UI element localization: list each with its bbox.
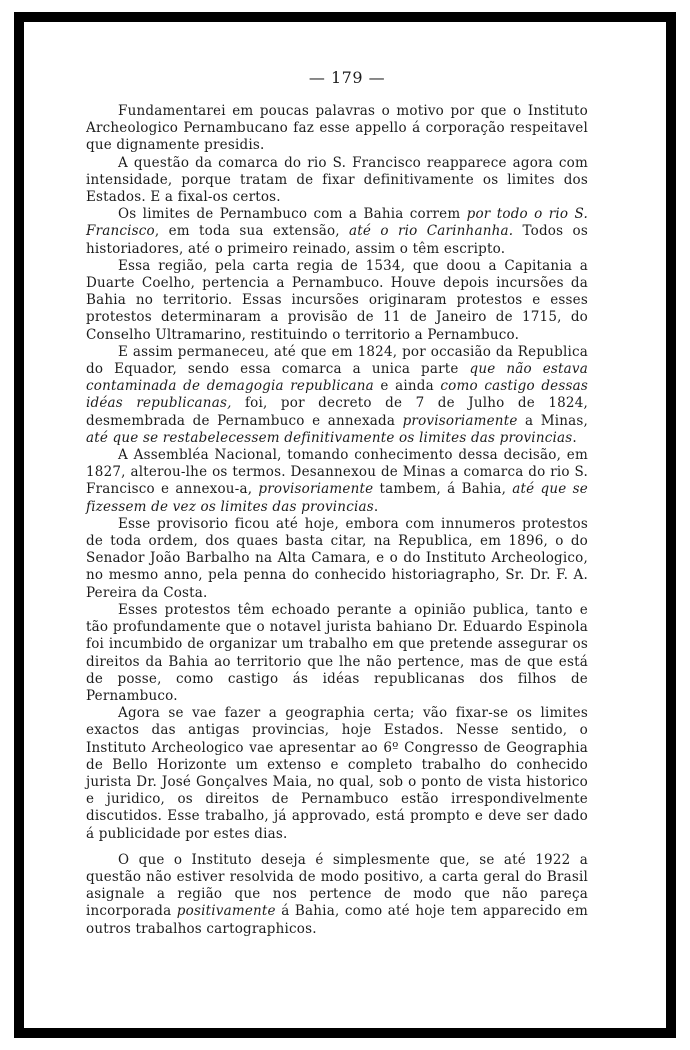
paragraph-text: A questão da comarca do rio S. Francisco reapparece agora com intensidade, porque tratam de fixar definitivamente os limites dos Estados. E a fixal-os certos. — [86, 154, 588, 206]
italic-text: por todo o rio S. Francisco — [86, 206, 589, 240]
paragraph-text: E assim permaneceu, até que em 1824, por occasião da Republica do Equador, sendo essa comarca a unica parte — [86, 343, 588, 378]
italic-text: como castigo dessas idéas republicanas, — [86, 378, 589, 412]
paragraph-text: A Assembléa Nacional, tomando conhecimento dessa decisão, em 1827, alterou-lhe os termos. Desannexou de Minas a comarca do rio S. Francisco e annexou-a, — [86, 447, 588, 498]
paragraph-text: e ainda — [373, 378, 441, 395]
paragraph-text: Agora se vae fazer a geographia certa; vão fixar-se os limites exactos das antigas provincias, hoje Estados. Nesse sentido, o Instituto Archeologico vae apresentar ao 6º Congresso de Geographia de Bello Horizonte um extenso e completo trabalho do conhecido jurista Dr. José Gonçalves Maia, no qual, sob o ponto de vista historico e juridico, os direitos de Pernambuco estão irrespondivelmente discutidos. Esse trabalho, já approvado, está prompto e deve ser dado á publicidade por estes dias. — [86, 705, 588, 842]
paragraph — [86, 344, 588, 447]
italic-text: provisoriamente — [402, 412, 518, 429]
paragraph — [86, 602, 588, 705]
paragraph-text: Todos os historiadores, até o primeiro reinado, assim o têm escripto. — [86, 223, 588, 257]
paragraph — [86, 206, 588, 258]
paragraph — [86, 103, 588, 155]
paragraph — [86, 258, 588, 344]
paragraph-text: tambem, á Bahia, — [373, 481, 513, 498]
paragraph — [86, 516, 588, 602]
paragraph-text: , em toda sua extensão, — [154, 223, 350, 240]
paragraph-text: Esses protestos têm echoado perante a opinião publica, tanto e tão profundamente que o notavel jurista bahiano Dr. Eduardo Espinola foi incumbido de organizar um trabalho em que pretende assegurar os direitos da Bahia ao territorio que lhe não pertence, mas de que está de posse, como castigo ás idéas republicanas dos filhos de Pernambuco. — [86, 601, 588, 704]
paragraph — [86, 155, 588, 207]
paragraph-text: foi, por decreto de 7 de Julho de 1824, desmembrada de Pernambuco e annexada — [86, 395, 588, 429]
paragraph-text: Esse provisorio ficou até hoje, embora com innumeros protestos de toda ordem, dos quaes basta citar, na Republica, em 1896, o do Senador João Barbalho na Alta Camara, e o do Instituto Archeologico, no mesmo anno, pela penna do conhecido historiagrapho, Sr. Dr. F. A. Pereira da Costa. — [86, 515, 588, 601]
italic-text: até que se restabelecessem definitivamente os limites das provincias — [86, 429, 573, 446]
paragraph-text: Fundamentarei em poucas palavras o motivo por que o Instituto Archeologico Pernambucano faz esse appello á corporação respeitavel que dignamente presidis. — [86, 103, 588, 154]
paragraph-text: . — [572, 429, 577, 446]
paragraph — [86, 447, 588, 516]
italic-text: positivamente — [176, 903, 276, 920]
paragraph-text: . — [373, 498, 379, 515]
document-page — [86, 68, 588, 938]
paragraph-text: a Minas, — [517, 412, 588, 429]
paragraph-text: á Bahia, como até hoje tem apparecido em outros trabalhos cartographicos. — [86, 903, 588, 937]
page-body — [86, 103, 588, 938]
page-number: — 179 — — [308, 68, 386, 87]
italic-text: provisoriamente — [258, 481, 374, 498]
paragraph — [86, 705, 588, 843]
italic-text: até que se fizessem de vez os limites das provincias — [86, 481, 588, 515]
paragraph — [86, 852, 588, 938]
paragraph-text: Essa região, pela carta regia de 1534, que doou a Capitania a Duarte Coelho, pertencia a Pernambuco. Houve depois incursões da Bahia no territorio. Essas incursões originaram protestos e esses protestos determinaram a provisão de 11 de Janeiro de 1715, do Conselho Ultramarino, restituindo o territorio a Pernambuco. — [86, 257, 588, 343]
paragraph-text: O que o Instituto deseja é simplesmente que, se até 1922 a questão não estiver resolvida de modo positivo, a carta geral do Brasil asignale a região que nos pertence de modo que não pareça incorporada — [86, 851, 588, 920]
italic-text: até o rio Carinhanha. — [349, 223, 514, 240]
paragraph-text: Os limites de Pernambuco com a Bahia correm — [118, 206, 467, 223]
italic-text: que não estava contaminada de demagogia republicana — [86, 361, 588, 395]
